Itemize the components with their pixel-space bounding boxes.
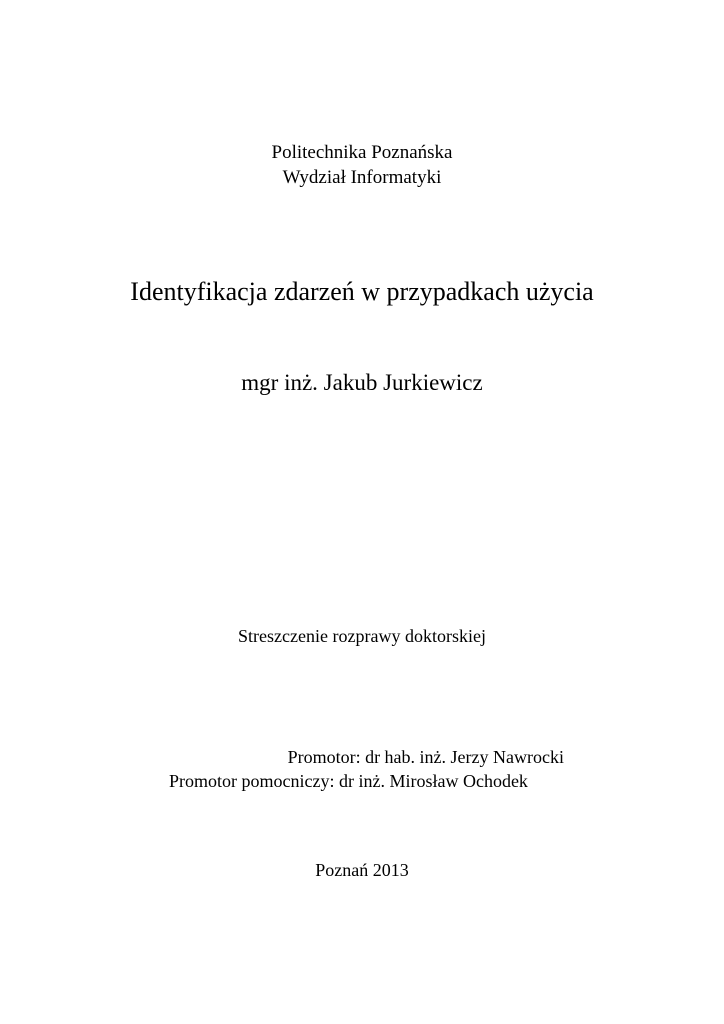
place-and-year: Poznań 2013 xyxy=(315,860,409,880)
thesis-title: Identyfikacja zdarzeń w przypadkach użycia xyxy=(130,277,594,306)
co-supervisor: Promotor pomocniczy: dr inż. Mirosław Ochodek xyxy=(169,771,528,791)
author-name: mgr inż. Jakub Jurkiewicz xyxy=(241,370,483,395)
university-name: Politechnika Poznańska xyxy=(271,142,453,163)
document-type: Streszczenie rozprawy doktorskiej xyxy=(238,626,486,646)
supervisor: Promotor: dr hab. inż. Jerzy Nawrocki xyxy=(287,747,564,767)
faculty-name: Wydział Informatyki xyxy=(282,167,442,188)
